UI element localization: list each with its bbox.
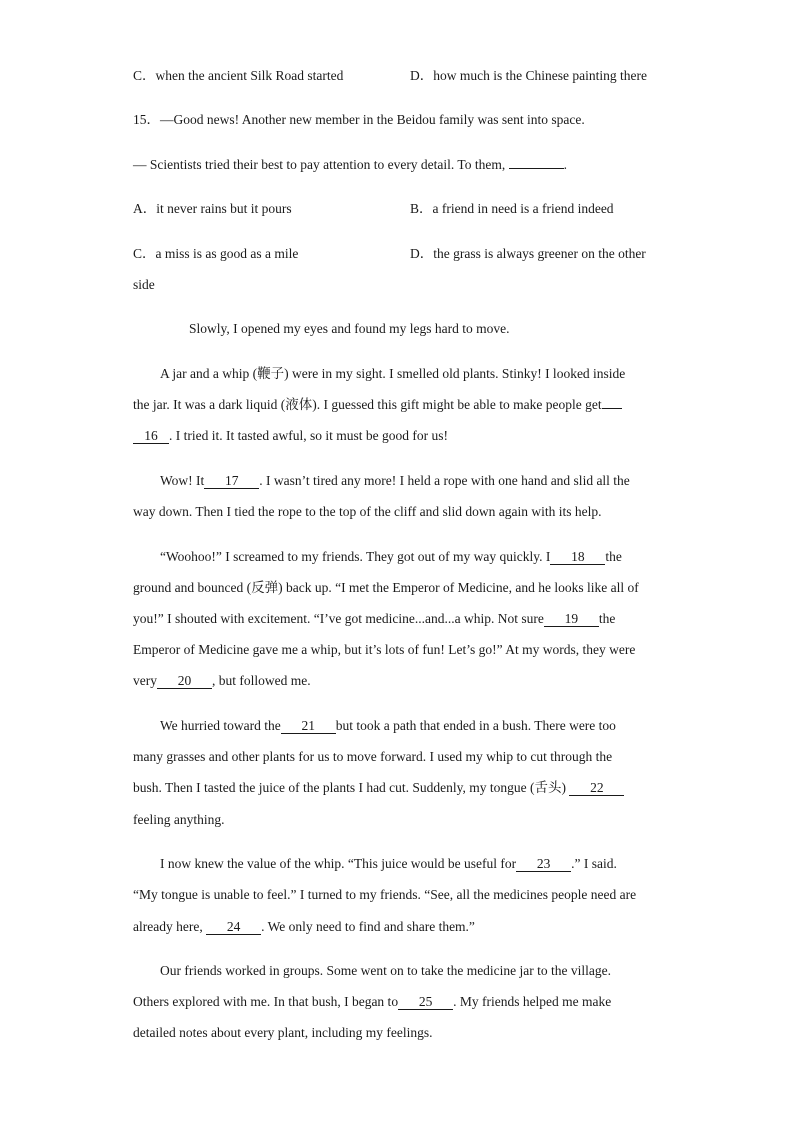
paragraph-5-line-3-post: . We only need to find and share them.” <box>261 919 475 934</box>
blank-23: 23 <box>516 857 571 872</box>
blank-22: 22 <box>569 781 624 796</box>
paragraph-1-line-3 <box>133 428 448 444</box>
paragraph-5-line-3 <box>133 919 475 935</box>
q15-stem: 15．—Good news! Another new member in the Beidou family was sent into space. <box>133 112 585 127</box>
paragraph-5-line-2: “My tongue is unable to feel.” I turned to my friends. “See, all the medicines people need are <box>133 887 637 902</box>
paragraph-4-line-2: many grasses and other plants for us to move forward. I used my whip to cut through the <box>133 749 613 764</box>
q15-answer-blank <box>509 168 564 169</box>
q15-reply-text: — Scientists tried their best to pay attention to every detail. To them, <box>133 157 509 172</box>
blank-16-start <box>602 408 622 409</box>
q15-option-d: D．the grass is always greener on the other <box>410 246 646 261</box>
paragraph-2-line-2: way down. Then I tied the rope to the top of the cliff and slid down again with its help. <box>133 504 602 519</box>
q14-option-c: C．when the ancient Silk Road started <box>133 68 344 83</box>
blank-20: 20 <box>157 674 212 689</box>
q15-option-b: B．a friend in need is a friend indeed <box>410 201 614 216</box>
paragraph-4-line-1-pre: We hurried toward the <box>160 718 281 733</box>
paragraph-5-line-3-pre: already here, <box>133 919 207 934</box>
paragraph-6-line-1: Our friends worked in groups. Some went on to take the medicine jar to the village. <box>160 963 612 978</box>
paragraph-3-line-1-post: the <box>605 549 622 564</box>
paragraph-1-line-1: A jar and a whip (鞭子) were in my sight. I smelled old plants. Stinky! I looked inside <box>160 366 626 381</box>
paragraph-3-line-3-pre: you!” I shouted with excitement. “I’ve got medicine...and...a whip. Not sure <box>133 611 544 626</box>
paragraph-3-line-2: ground and bounced (反弹) back up. “I met the Emperor of Medicine, and he looks like all of <box>133 580 639 595</box>
paragraph-4-line-1 <box>160 718 616 734</box>
paragraph-3-line-5-post: , but followed me. <box>212 673 311 688</box>
blank-24: 24 <box>206 920 261 935</box>
paragraph-1-line-2-text: the jar. It was a dark liquid (液体). I guessed this gift might be able to make people get <box>133 397 602 412</box>
paragraph-3-line-5 <box>133 673 311 689</box>
paragraph-4-line-3 <box>133 780 624 796</box>
paragraph-3-line-5-pre: very <box>133 673 157 688</box>
q15-option-a: A．it never rains but it pours <box>133 201 292 216</box>
blank-19: 19 <box>544 612 599 627</box>
q14-option-d: D．how much is the Chinese painting there <box>410 68 647 83</box>
q15-reply <box>133 157 567 173</box>
paragraph-5-line-1-post: .” I said. <box>571 856 617 871</box>
blank-16: 16 <box>133 429 169 444</box>
paragraph-3-line-4: Emperor of Medicine gave me a whip, but it’s lots of fun! Let’s go!” At my words, they were <box>133 642 636 657</box>
blank-18: 18 <box>550 550 605 565</box>
blank-25: 25 <box>398 995 453 1010</box>
paragraph-5-line-1-pre: I now knew the value of the whip. “This juice would be useful for <box>160 856 517 871</box>
q15-option-d-continued: side <box>133 277 155 292</box>
q15-option-c: C．a miss is as good as a mile <box>133 246 299 261</box>
blank-17: 17 <box>204 474 259 489</box>
paragraph-1-line-2 <box>133 397 622 413</box>
paragraph-4-line-3-pre: bush. Then I tasted the juice of the plants I had cut. Suddenly, my tongue (舌头) <box>133 780 570 795</box>
q15-reply-end: . <box>563 157 567 172</box>
paragraph-3-line-1 <box>160 549 622 565</box>
paragraph-2-line-1-pre: Wow! It <box>160 473 205 488</box>
paragraph-3-line-3 <box>133 611 615 627</box>
paragraph-6-line-2 <box>133 994 611 1010</box>
blank-21: 21 <box>281 719 336 734</box>
paragraph-1-line-3-text: . I tried it. It tasted awful, so it must be good for us! <box>169 428 448 443</box>
paragraph-5-line-1 <box>160 856 617 872</box>
paragraph-2-line-1 <box>160 473 630 489</box>
paragraph-3-line-3-post: the <box>598 611 616 626</box>
passage-intro: Slowly, I opened my eyes and found my legs hard to move. <box>189 321 510 336</box>
paragraph-4-line-1-post: but took a path that ended in a bush. There were too <box>335 718 616 733</box>
paragraph-6-line-2-post: . My friends helped me make <box>453 994 612 1009</box>
paragraph-3-line-1-pre: “Woohoo!” I screamed to my friends. They got out of my way quickly. I <box>160 549 551 564</box>
paragraph-4-line-4: feeling anything. <box>133 812 225 827</box>
paragraph-6-line-2-pre: Others explored with me. In that bush, I began to <box>133 994 399 1009</box>
paragraph-2-line-1-post: . I wasn’t tired any more! I held a rope with one hand and slid all the <box>259 473 630 488</box>
paragraph-6-line-3: detailed notes about every plant, including my feelings. <box>133 1025 433 1040</box>
